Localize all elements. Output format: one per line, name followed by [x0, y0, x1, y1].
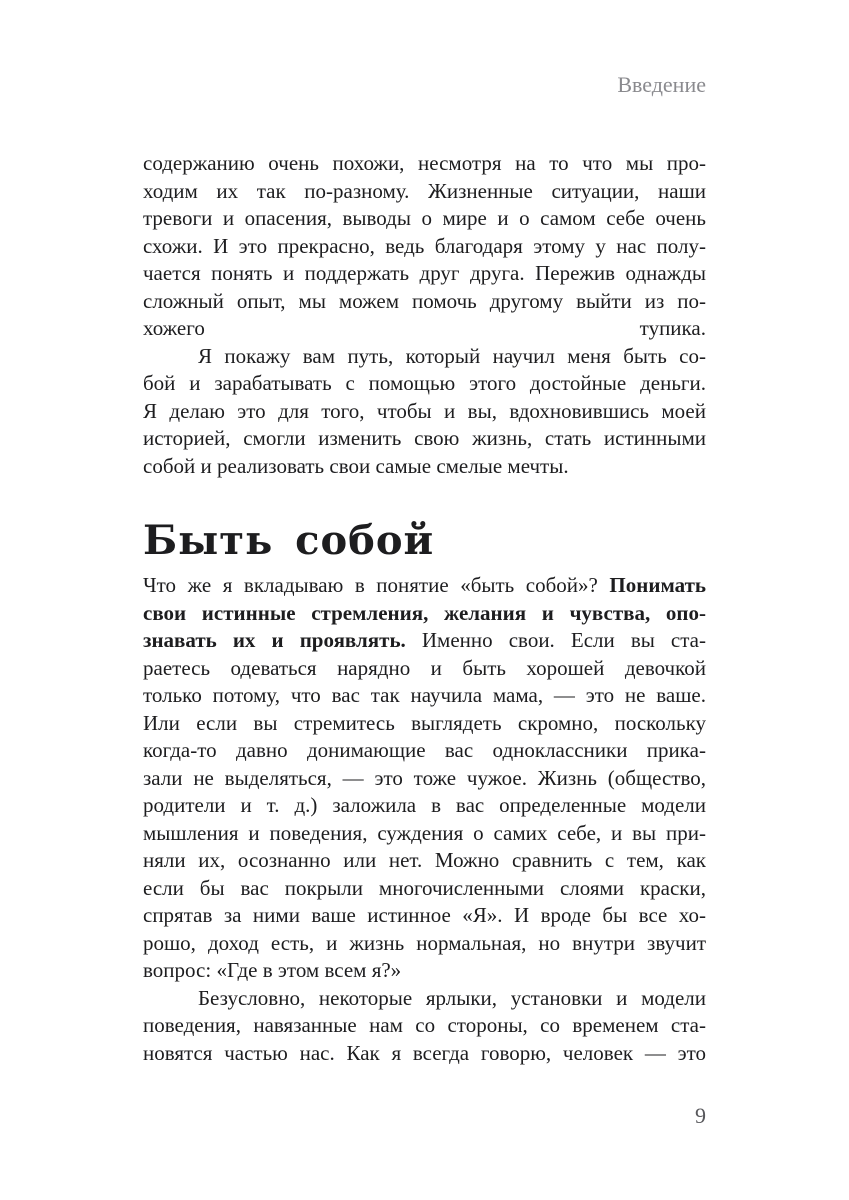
paragraph	[143, 572, 706, 985]
text-line: только потому, что вас так научила мама, — это не ваше.	[143, 683, 706, 707]
text-line: содержанию очень похожи, несмотря на то что мы про-	[143, 151, 706, 175]
text-line: бой и зарабатывать с помощью этого достойные деньги.	[143, 371, 706, 395]
text-line: рошо, доход есть, и жизнь нормальная, но внутри звучит	[143, 930, 706, 955]
text-line: сложный опыт, мы можем помочь другому выйти из по-	[143, 288, 706, 313]
text-line: ходим их так по-разному. Жизненные ситуации, наши	[143, 178, 706, 203]
text-line: тревоги и опасения, выводы о мире и о самом себе очень	[143, 206, 706, 230]
text-line: Я покажу вам путь, который научил меня быть со-	[198, 343, 706, 368]
text-line: новятся частью нас. Как я всегда говорю, человек — это	[143, 1040, 706, 1065]
text-line: когда-то давно донимающие вас одноклассники прика-	[143, 738, 706, 762]
text-line: историей, смогли изменить свою жизнь, стать истинными	[143, 426, 706, 450]
text-line: собой и реализовать свои самые смелые мечты.	[143, 453, 569, 478]
page-content	[143, 150, 706, 1067]
paragraph	[143, 343, 706, 481]
text-line: вопрос: «Где в этом всем я?»	[143, 958, 402, 982]
text-line: мышления и поведения, суждения о самих себе, и вы при-	[143, 820, 706, 845]
page-number: 9	[695, 1103, 706, 1128]
text-line: знавать их и проявлять. Именно свои. Если вы ста-	[143, 628, 706, 652]
text-line: поведения, навязанные нам со стороны, со временем ста-	[143, 1013, 706, 1037]
section-heading: Быть собой	[143, 517, 435, 564]
text-line: Что же я вкладываю в понятие «быть собой»? Понимать	[143, 573, 706, 597]
text-line: спрятав за ними ваше истинное «Я». И вроде бы все хо-	[143, 903, 706, 927]
text-line: зали не выделяться, — это тоже чужое. Жизнь (общество,	[143, 765, 706, 790]
text-line: схожи. И это прекрасно, ведь благодаря этому у нас полу-	[143, 233, 706, 258]
text-line: Безусловно, некоторые ярлыки, установки и модели	[198, 985, 706, 1010]
text-line: хожего тупика.	[143, 316, 706, 340]
running-header: Введение	[617, 72, 706, 97]
text-line: родители и т. д.) заложила в вас определенные модели	[143, 793, 706, 817]
text-line: раетесь одеваться нарядно и быть хорошей девочкой	[143, 655, 706, 680]
text-line: Я делаю это для того, чтобы и вы, вдохновившись моей	[143, 398, 706, 423]
text-line: чается понять и поддержать друг друга. Пережив однажды	[143, 261, 706, 285]
text-line: няли их, осознанно или нет. Можно сравнить с тем, как	[143, 848, 706, 872]
text-line: свои истинные стремления, желания и чувства, опо-	[143, 600, 706, 625]
text-line: если бы вас покрыли многочисленными слоями краски,	[143, 875, 706, 900]
paragraph	[143, 150, 706, 343]
paragraph	[143, 985, 706, 1068]
text-line: Или если вы стремитесь выглядеть скромно, поскольку	[143, 710, 706, 735]
